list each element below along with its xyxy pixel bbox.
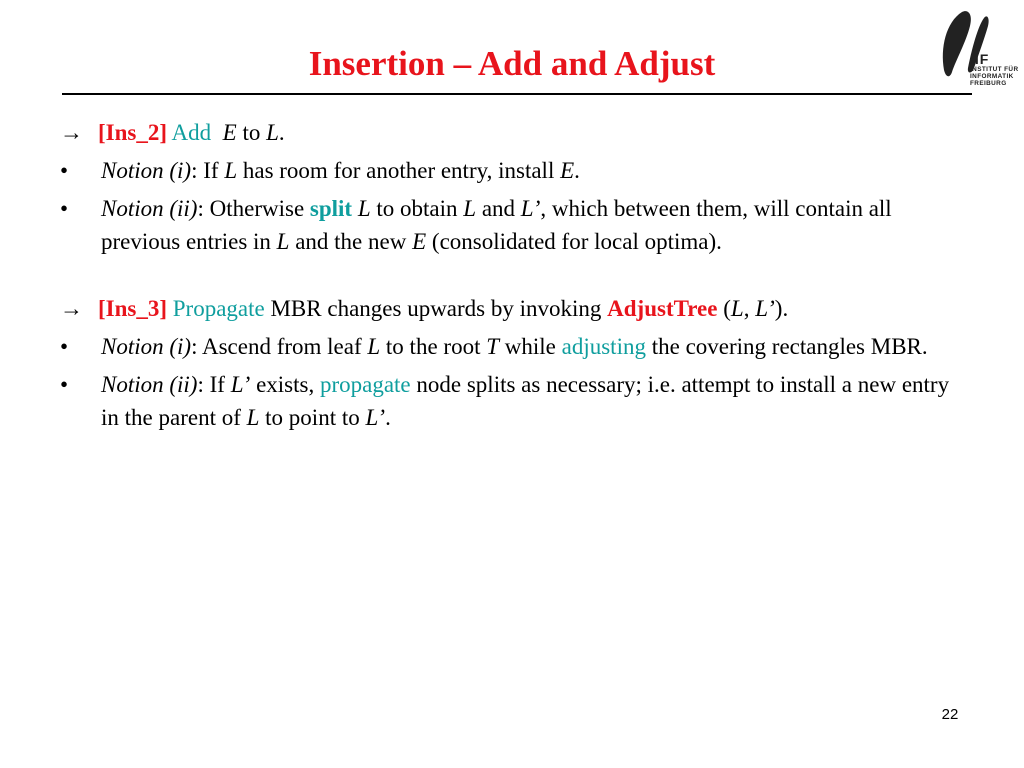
text-run: ( [717, 296, 731, 321]
notion-label: Notion (ii) [101, 372, 198, 397]
bullet-item [60, 192, 970, 258]
section-heading-ins3 [60, 292, 970, 325]
step-verb: Propagate [172, 296, 265, 321]
right-arrow-icon: → [60, 120, 83, 145]
variable: E [222, 120, 237, 145]
variable: E [412, 229, 427, 254]
spacer [211, 120, 223, 145]
variable: L [730, 296, 744, 321]
bullet-icon: • [60, 158, 69, 183]
variable: L [246, 405, 260, 430]
logo-abbr: IIF [970, 51, 990, 67]
bullet-item [60, 368, 970, 434]
text-run: the covering rectangles MBR. [645, 334, 928, 359]
function-name: AdjustTree [607, 296, 718, 321]
logo-line-1: INSTITUT FÜR [970, 66, 1019, 73]
text-run: , [743, 296, 756, 321]
step-verb: Add [171, 120, 212, 145]
text-run: : Otherwise [197, 196, 310, 221]
variable: L’ [365, 405, 386, 430]
text-run: : Ascend from leaf [191, 334, 368, 359]
text-run: while [499, 334, 562, 359]
notion-label: Notion (i) [101, 334, 192, 359]
variable: L [463, 196, 477, 221]
variable: L [276, 229, 290, 254]
text-run: exists, [250, 372, 320, 397]
step-tag: [Ins_3] [98, 296, 168, 321]
text-run: . [278, 120, 285, 145]
text-run: and the new [289, 229, 413, 254]
notion-label: Notion (ii) [101, 196, 198, 221]
variable: L [367, 334, 381, 359]
text-run: MBR changes upwards by invoking [264, 296, 608, 321]
slide-title: Insertion – Add and Adjust [308, 44, 716, 83]
variable: L [266, 120, 279, 145]
variable: L [224, 158, 238, 183]
variable: T [486, 334, 500, 359]
text-run: (consolidated for local optima). [426, 229, 722, 254]
bullet-icon: • [60, 196, 69, 221]
text-run: to obtain [370, 196, 464, 221]
right-arrow-icon: → [60, 296, 83, 321]
keyword: adjusting [561, 334, 646, 359]
text-run: ). [774, 296, 789, 321]
keyword: split [309, 196, 353, 221]
section-heading-ins2 [60, 116, 970, 149]
text-run: has room for another entry, install [237, 158, 561, 183]
bullet-icon: • [60, 372, 69, 397]
logo-wordmark [970, 52, 1018, 88]
slide-body [60, 116, 970, 434]
keyword: propagate [319, 372, 411, 397]
variable: L’ [755, 296, 775, 321]
text-run: , which between them, will contain all previous entries in [101, 196, 892, 254]
step-tag: [Ins_2] [98, 120, 168, 145]
section-gap [60, 258, 970, 292]
text-run: to point to [259, 405, 366, 430]
text-run: . [574, 158, 580, 183]
text-run: to [236, 120, 267, 145]
text-run: . [385, 405, 391, 430]
bullet-item [60, 330, 970, 363]
notion-label: Notion (i) [101, 158, 192, 183]
bullet-icon: • [60, 334, 69, 359]
text-run: to the root [380, 334, 487, 359]
logo-line-2: INFORMATIK [970, 73, 1014, 81]
logo-line-3: FREIBURG [970, 80, 1007, 88]
text-run: and [476, 196, 521, 221]
text-run: : If [191, 158, 225, 183]
variable: L’ [230, 372, 251, 397]
text-run: node splits as necessary; i.e. attempt to install a new entry in the parent of [101, 372, 950, 430]
title-divider [62, 93, 972, 95]
text-run: : If [197, 372, 231, 397]
page-number: 22 [941, 706, 959, 723]
variable: L’ [520, 196, 541, 221]
variable: E [560, 158, 575, 183]
variable: L [357, 196, 371, 221]
bullet-item [60, 154, 970, 187]
